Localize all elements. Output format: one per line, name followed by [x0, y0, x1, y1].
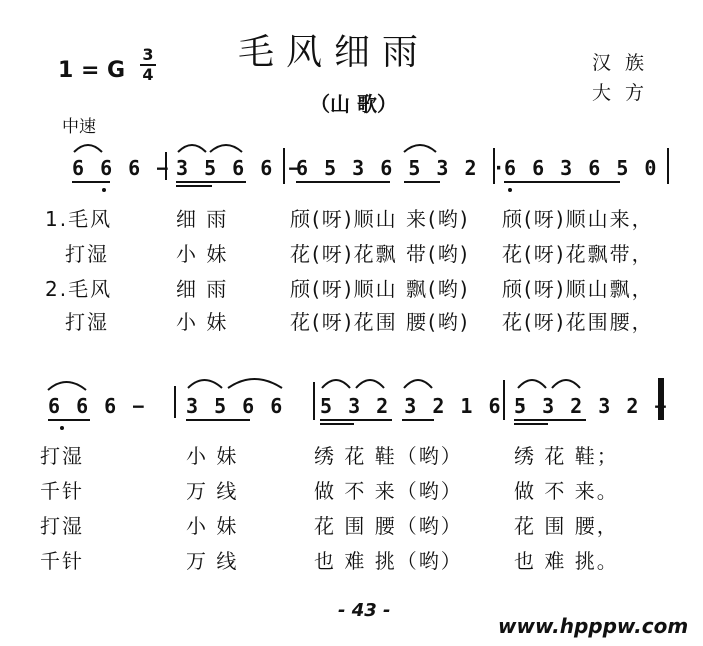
song-title: 毛风细雨 — [238, 32, 431, 73]
octave-dot — [60, 426, 64, 430]
lyric-8-3: 也 难 挑（哟） — [314, 549, 463, 573]
lyric-6-4: 做 不 来。 — [514, 479, 619, 503]
lyric-4-1: 打湿 — [65, 310, 109, 334]
slur — [518, 380, 546, 388]
lyric-8-1: 千针 — [40, 549, 84, 573]
lyric-5-4: 绣 花 鞋； — [514, 444, 619, 468]
slur — [74, 145, 102, 152]
slur — [48, 382, 86, 390]
lyric-7-4: 花 围 腰， — [514, 514, 619, 538]
lyric-2-3: 花(呀)花飘 带(哟) — [290, 242, 470, 266]
lyric-2-4: 花(呀)花飘带， — [502, 242, 654, 266]
slur — [178, 145, 206, 152]
ethnic-origin: 汉族 — [592, 52, 659, 74]
lyric-2-2: 小 妹 — [176, 242, 229, 266]
measure-4-notes: 6 6 3 6 5 0 — [504, 156, 659, 180]
site-watermark: www.hpppw.com — [498, 614, 689, 638]
slur — [404, 145, 436, 152]
measure-6-notes: 3 5 6 6 — [186, 394, 285, 418]
lyric-8-2: 万 线 — [186, 549, 239, 573]
lyric-7-2: 小 妹 — [186, 514, 239, 538]
lyric-1-2: 细 雨 — [176, 207, 229, 231]
lyric-3-2: 细 雨 — [176, 277, 229, 301]
time-signature-numerator: 3 — [140, 46, 156, 66]
lyric-3-3: 颀(呀)顺山 飘(哟) — [290, 277, 470, 301]
lyric-8-4: 也 难 挑。 — [514, 549, 619, 573]
song-genre: （山 歌） — [310, 92, 397, 116]
lyric-1-4: 颀(呀)顺山来， — [502, 207, 654, 231]
lyric-6-2: 万 线 — [186, 479, 239, 503]
page-number: - 43 - — [338, 600, 391, 621]
lyric-3-4: 颀(呀)顺山飘， — [502, 277, 654, 301]
lyric-5-2: 小 妹 — [186, 444, 239, 468]
lyric-5-1: 打湿 — [40, 444, 84, 468]
slur — [210, 145, 242, 152]
octave-dot — [102, 188, 106, 192]
lyric-7-3: 花 围 腰（哟） — [314, 514, 463, 538]
lyric-3-1: 2.毛风 — [45, 277, 113, 301]
lyric-2-1: 打湿 — [65, 242, 109, 266]
slur — [322, 380, 350, 388]
measure-1-notes: 6 6 6 − — [72, 156, 171, 180]
measure-3-notes: 6 5 3 6 5 3 2 · — [296, 156, 507, 180]
lyric-1-3: 颀(呀)顺山 来(哟) — [290, 207, 470, 231]
octave-dot — [508, 188, 512, 192]
lyric-1-1: 1.毛风 — [45, 207, 113, 231]
measure-8-notes: 5 3 2 3 2 − — [514, 394, 669, 418]
region: 大方 — [592, 82, 659, 104]
lyric-6-1: 千针 — [40, 479, 84, 503]
measure-7-notes: 5 3 2 3 2 1 6 · — [320, 394, 531, 418]
lyric-4-2: 小 妹 — [176, 310, 229, 334]
lyric-7-1: 打湿 — [40, 514, 84, 538]
key-signature: 1 = G — [58, 58, 126, 83]
slur — [552, 380, 580, 388]
lyric-5-3: 绣 花 鞋（哟） — [314, 444, 463, 468]
time-signature-denominator: 4 — [142, 65, 154, 84]
slur — [404, 380, 432, 388]
lyric-4-4: 花(呀)花围腰， — [502, 310, 654, 334]
measure-5-notes: 6 6 6 − — [48, 394, 147, 418]
lyric-4-3: 花(呀)花围 腰(哟) — [290, 310, 470, 334]
slur — [228, 379, 282, 388]
tempo-marking: 中速 — [62, 117, 96, 137]
slur — [188, 380, 222, 388]
lyric-6-3: 做 不 来（哟） — [314, 479, 463, 503]
measure-2-notes: 3 5 6 6 − — [176, 156, 303, 180]
slur — [356, 380, 384, 388]
